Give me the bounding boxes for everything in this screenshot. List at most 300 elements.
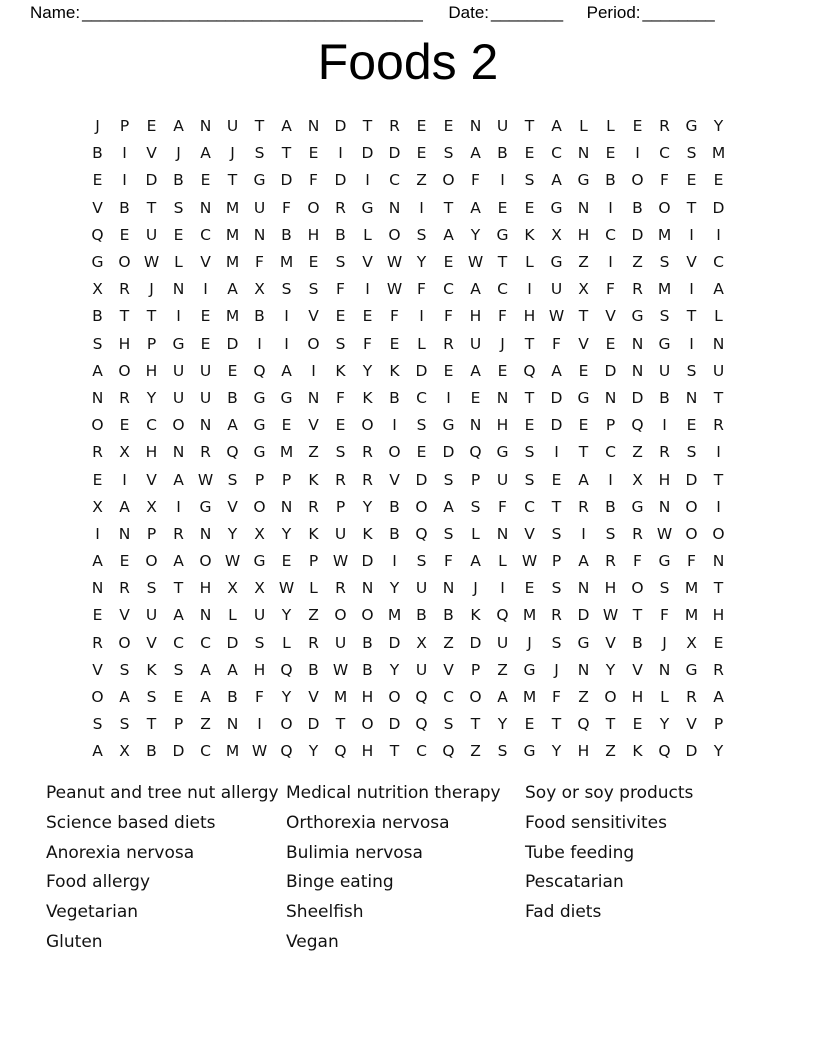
grid-cell[interactable]: B — [605, 497, 616, 516]
grid-cell[interactable]: T — [551, 715, 562, 734]
grid-cell[interactable]: R — [713, 660, 724, 679]
grid-cell[interactable]: E — [497, 361, 508, 380]
grid-cell[interactable]: X — [686, 633, 697, 652]
grid-cell[interactable]: E — [497, 198, 508, 217]
grid-cell[interactable]: G — [496, 225, 509, 244]
grid-cell[interactable]: Z — [308, 606, 319, 625]
grid-cell[interactable]: B — [146, 742, 157, 761]
grid-cell[interactable]: Y — [362, 361, 373, 380]
word-list-item[interactable]: Bulimia nervosa — [286, 842, 423, 863]
grid-cell[interactable]: N — [172, 443, 185, 462]
grid-cell[interactable]: S — [416, 552, 427, 571]
grid-cell[interactable]: C — [605, 443, 616, 462]
grid-cell[interactable]: O — [172, 416, 185, 435]
grid-cell[interactable]: U — [496, 470, 509, 489]
grid-cell[interactable]: P — [146, 334, 157, 353]
grid-cell[interactable]: R — [713, 416, 724, 435]
grid-cell[interactable]: L — [309, 579, 318, 598]
grid-cell[interactable]: M — [225, 225, 240, 244]
grid-cell[interactable]: N — [496, 524, 509, 543]
grid-cell[interactable]: E — [92, 171, 103, 190]
grid-cell[interactable]: N — [469, 416, 482, 435]
grid-cell[interactable]: O — [199, 552, 212, 571]
grid-cell[interactable]: N — [658, 497, 671, 516]
grid-cell[interactable]: S — [551, 579, 562, 598]
grid-cell[interactable]: T — [227, 171, 238, 190]
grid-cell[interactable]: A — [173, 470, 184, 489]
grid-cell[interactable]: Q — [91, 225, 104, 244]
grid-cell[interactable]: S — [659, 579, 670, 598]
grid-cell[interactable]: B — [92, 307, 103, 326]
grid-cell[interactable]: R — [92, 443, 103, 462]
grid-cell[interactable]: A — [551, 117, 562, 136]
grid-cell[interactable]: O — [685, 524, 698, 543]
grid-cell[interactable]: T — [443, 198, 454, 217]
grid-cell[interactable]: N — [199, 117, 212, 136]
grid-cell[interactable]: K — [308, 524, 319, 543]
grid-cell[interactable]: H — [712, 606, 725, 625]
grid-cell[interactable]: H — [361, 688, 374, 707]
grid-cell[interactable]: C — [146, 416, 157, 435]
word-list-item[interactable]: Vegetarian — [46, 902, 139, 923]
grid-cell[interactable]: R — [335, 470, 346, 489]
grid-cell[interactable]: N — [307, 117, 320, 136]
grid-cell[interactable]: S — [254, 144, 265, 163]
grid-cell[interactable]: X — [119, 742, 130, 761]
grid-cell[interactable]: B — [632, 633, 643, 652]
grid-cell[interactable]: O — [118, 361, 131, 380]
grid-cell[interactable]: S — [308, 280, 319, 299]
grid-cell[interactable]: N — [577, 660, 590, 679]
grid-cell[interactable]: H — [496, 416, 509, 435]
grid-cell[interactable]: A — [281, 361, 292, 380]
grid-cell[interactable]: Z — [605, 742, 616, 761]
grid-cell[interactable]: X — [146, 497, 157, 516]
grid-cell[interactable]: E — [470, 388, 481, 407]
grid-cell[interactable]: M — [684, 579, 699, 598]
grid-cell[interactable]: C — [713, 253, 724, 272]
grid-cell[interactable]: B — [632, 198, 643, 217]
word-list-item[interactable]: Pescatarian — [525, 872, 624, 893]
grid-cell[interactable]: N — [631, 334, 644, 353]
grid-cell[interactable]: D — [442, 443, 455, 462]
grid-cell[interactable]: X — [92, 497, 103, 516]
grid-cell[interactable]: O — [469, 688, 482, 707]
grid-cell[interactable]: A — [470, 361, 481, 380]
grid-cell[interactable]: C — [605, 225, 616, 244]
grid-cell[interactable]: V — [227, 497, 238, 516]
grid-cell[interactable]: D — [604, 361, 617, 380]
grid-cell[interactable]: Z — [416, 171, 427, 190]
grid-cell[interactable]: R — [200, 443, 211, 462]
grid-cell[interactable]: N — [118, 524, 131, 543]
grid-cell[interactable]: E — [443, 361, 454, 380]
grid-cell[interactable]: S — [443, 524, 454, 543]
grid-cell[interactable]: C — [200, 742, 211, 761]
grid-cell[interactable]: E — [227, 361, 238, 380]
grid-cell[interactable]: D — [226, 334, 239, 353]
grid-cell[interactable]: P — [173, 715, 184, 734]
grid-cell[interactable]: G — [685, 660, 698, 679]
grid-cell[interactable]: T — [362, 117, 373, 136]
grid-cell[interactable]: V — [605, 307, 616, 326]
grid-cell[interactable]: V — [146, 144, 157, 163]
grid-cell[interactable]: N — [199, 606, 212, 625]
grid-cell[interactable]: I — [716, 225, 721, 244]
grid-cell[interactable]: S — [551, 633, 562, 652]
grid-cell[interactable]: R — [551, 606, 562, 625]
grid-cell[interactable]: S — [605, 524, 616, 543]
grid-cell[interactable]: V — [308, 307, 319, 326]
grid-cell[interactable]: D — [712, 198, 725, 217]
grid-cell[interactable]: G — [550, 198, 563, 217]
grid-cell[interactable]: T — [524, 117, 535, 136]
grid-cell[interactable]: F — [552, 688, 561, 707]
grid-cell[interactable]: E — [119, 225, 130, 244]
grid-cell[interactable]: E — [119, 552, 130, 571]
grid-cell[interactable]: I — [257, 334, 262, 353]
grid-cell[interactable]: V — [389, 470, 400, 489]
grid-cell[interactable]: W — [602, 606, 619, 625]
grid-cell[interactable]: J — [554, 660, 559, 679]
grid-cell[interactable]: G — [658, 334, 671, 353]
grid-cell[interactable]: D — [550, 388, 563, 407]
grid-cell[interactable]: O — [307, 198, 320, 217]
grid-cell[interactable]: R — [308, 497, 319, 516]
grid-cell[interactable]: D — [226, 633, 239, 652]
grid-cell[interactable]: C — [173, 633, 184, 652]
grid-cell[interactable]: Y — [227, 524, 238, 543]
grid-cell[interactable]: C — [389, 171, 400, 190]
grid-cell[interactable]: E — [173, 225, 184, 244]
grid-cell[interactable]: P — [713, 715, 724, 734]
grid-cell[interactable]: U — [199, 388, 212, 407]
grid-cell[interactable]: Y — [308, 742, 319, 761]
grid-cell[interactable]: X — [92, 280, 103, 299]
grid-cell[interactable]: G — [577, 171, 590, 190]
grid-cell[interactable]: A — [443, 497, 454, 516]
grid-cell[interactable]: W — [251, 742, 268, 761]
grid-cell[interactable]: O — [280, 715, 293, 734]
grid-cell[interactable]: T — [146, 715, 157, 734]
grid-cell[interactable]: E — [119, 416, 130, 435]
grid-cell[interactable]: B — [227, 388, 238, 407]
grid-cell[interactable]: O — [631, 171, 644, 190]
grid-cell[interactable]: G — [550, 253, 563, 272]
grid-cell[interactable]: A — [92, 361, 103, 380]
grid-cell[interactable]: I — [284, 334, 289, 353]
grid-cell[interactable]: N — [199, 416, 212, 435]
grid-cell[interactable]: D — [415, 470, 428, 489]
grid-cell[interactable]: N — [307, 388, 320, 407]
grid-cell[interactable]: S — [551, 524, 562, 543]
grid-cell[interactable]: U — [469, 334, 482, 353]
grid-cell[interactable]: U — [415, 579, 428, 598]
grid-cell[interactable]: F — [633, 552, 642, 571]
grid-cell[interactable]: F — [498, 307, 507, 326]
grid-cell[interactable]: B — [497, 144, 508, 163]
grid-cell[interactable]: U — [226, 117, 239, 136]
grid-cell[interactable]: D — [631, 388, 644, 407]
grid-cell[interactable]: C — [659, 144, 670, 163]
word-list-item[interactable]: Medical nutrition therapy — [286, 783, 501, 803]
word-list-item[interactable]: Anorexia nervosa — [46, 842, 195, 863]
grid-cell[interactable]: J — [149, 280, 154, 299]
grid-cell[interactable]: A — [578, 552, 589, 571]
grid-cell[interactable]: F — [336, 280, 345, 299]
grid-cell[interactable]: I — [392, 552, 397, 571]
grid-cell[interactable]: S — [497, 742, 508, 761]
grid-cell[interactable]: T — [281, 144, 292, 163]
grid-cell[interactable]: X — [254, 280, 265, 299]
grid-cell[interactable]: B — [389, 524, 400, 543]
grid-cell[interactable]: F — [336, 388, 345, 407]
grid-cell[interactable]: T — [497, 253, 508, 272]
grid-cell[interactable]: G — [631, 307, 644, 326]
grid-cell[interactable]: H — [577, 225, 590, 244]
grid-cell[interactable]: R — [632, 280, 643, 299]
grid-cell[interactable]: I — [689, 280, 694, 299]
grid-cell[interactable]: Y — [713, 742, 724, 761]
grid-cell[interactable]: U — [334, 524, 347, 543]
grid-cell[interactable]: P — [470, 660, 481, 679]
grid-cell[interactable]: B — [362, 633, 373, 652]
grid-cell[interactable]: F — [390, 307, 399, 326]
grid-cell[interactable]: Y — [605, 660, 616, 679]
grid-cell[interactable]: Z — [470, 742, 481, 761]
word-list-item[interactable]: Sheelfish — [286, 902, 364, 923]
grid-cell[interactable]: B — [173, 171, 184, 190]
grid-cell[interactable]: F — [255, 253, 264, 272]
grid-cell[interactable]: D — [334, 171, 347, 190]
grid-cell[interactable]: D — [172, 742, 185, 761]
grid-cell[interactable]: P — [308, 552, 319, 571]
grid-cell[interactable]: A — [173, 552, 184, 571]
grid-cell[interactable]: U — [334, 633, 347, 652]
word-list-item[interactable]: Fad diets — [525, 902, 602, 923]
grid-cell[interactable]: O — [361, 606, 374, 625]
grid-cell[interactable]: R — [389, 117, 400, 136]
grid-cell[interactable]: B — [92, 144, 103, 163]
grid-cell[interactable]: H — [469, 307, 482, 326]
grid-cell[interactable]: C — [551, 144, 562, 163]
grid-cell[interactable]: X — [254, 524, 265, 543]
grid-cell[interactable]: L — [525, 253, 534, 272]
grid-cell[interactable]: E — [308, 144, 319, 163]
grid-cell[interactable]: E — [335, 416, 346, 435]
grid-cell[interactable]: A — [173, 117, 184, 136]
grid-cell[interactable]: U — [172, 388, 185, 407]
grid-cell[interactable]: R — [308, 633, 319, 652]
grid-cell[interactable]: Z — [578, 253, 589, 272]
grid-cell[interactable]: E — [200, 171, 211, 190]
grid-cell[interactable]: L — [228, 606, 237, 625]
grid-cell[interactable]: E — [173, 688, 184, 707]
grid-cell[interactable]: G — [253, 443, 266, 462]
grid-cell[interactable]: O — [334, 606, 347, 625]
grid-cell[interactable]: F — [309, 171, 318, 190]
word-list-item[interactable]: Binge eating — [286, 872, 394, 893]
grid-cell[interactable]: S — [686, 144, 697, 163]
period-blank-line[interactable]: ________ — [642, 3, 715, 22]
word-list-item[interactable]: Peanut and tree nut allergy — [46, 783, 279, 803]
grid-cell[interactable]: C — [524, 497, 535, 516]
grid-cell[interactable]: Q — [469, 443, 482, 462]
grid-cell[interactable]: N — [280, 497, 293, 516]
grid-cell[interactable]: L — [471, 524, 480, 543]
grid-cell[interactable]: X — [551, 225, 562, 244]
grid-cell[interactable]: A — [551, 361, 562, 380]
grid-cell[interactable]: A — [281, 117, 292, 136]
grid-cell[interactable]: E — [605, 334, 616, 353]
grid-cell[interactable]: Q — [631, 416, 644, 435]
grid-cell[interactable]: I — [635, 144, 640, 163]
grid-cell[interactable]: P — [605, 416, 616, 435]
grid-cell[interactable]: R — [578, 497, 589, 516]
grid-cell[interactable]: I — [446, 388, 451, 407]
grid-cell[interactable]: A — [227, 660, 238, 679]
grid-cell[interactable]: E — [524, 416, 535, 435]
grid-cell[interactable]: U — [145, 225, 158, 244]
grid-cell[interactable]: A — [713, 280, 724, 299]
grid-cell[interactable]: E — [578, 361, 589, 380]
grid-cell[interactable]: N — [631, 361, 644, 380]
grid-cell[interactable]: X — [578, 280, 589, 299]
date-blank-line[interactable]: ________ — [491, 3, 563, 22]
grid-cell[interactable]: E — [443, 117, 454, 136]
grid-cell[interactable]: E — [362, 307, 373, 326]
grid-cell[interactable]: W — [656, 524, 673, 543]
grid-cell[interactable]: E — [686, 416, 697, 435]
word-list-item[interactable]: Soy or soy products — [525, 783, 694, 803]
grid-cell[interactable]: U — [172, 361, 185, 380]
grid-cell[interactable]: T — [146, 198, 157, 217]
grid-cell[interactable]: Q — [280, 660, 293, 679]
grid-cell[interactable]: A — [578, 470, 589, 489]
grid-cell[interactable]: S — [443, 144, 454, 163]
grid-cell[interactable]: E — [632, 715, 643, 734]
grid-cell[interactable]: L — [714, 307, 723, 326]
grid-cell[interactable]: I — [203, 280, 208, 299]
grid-cell[interactable]: I — [122, 144, 127, 163]
grid-cell[interactable]: I — [311, 361, 316, 380]
grid-cell[interactable]: Y — [362, 497, 373, 516]
grid-cell[interactable]: B — [389, 388, 400, 407]
grid-cell[interactable]: B — [281, 225, 292, 244]
grid-cell[interactable]: A — [227, 416, 238, 435]
grid-cell[interactable]: I — [419, 198, 424, 217]
grid-cell[interactable]: O — [415, 497, 428, 516]
grid-cell[interactable]: S — [92, 715, 103, 734]
grid-cell[interactable]: I — [122, 470, 127, 489]
grid-cell[interactable]: E — [200, 307, 211, 326]
grid-cell[interactable]: D — [361, 552, 374, 571]
grid-cell[interactable]: R — [335, 579, 346, 598]
grid-cell[interactable]: O — [118, 633, 131, 652]
grid-cell[interactable]: K — [362, 388, 373, 407]
grid-cell[interactable]: S — [254, 633, 265, 652]
grid-cell[interactable]: U — [253, 198, 266, 217]
grid-cell[interactable]: W — [143, 253, 160, 272]
grid-cell[interactable]: J — [473, 579, 478, 598]
grid-cell[interactable]: N — [712, 334, 725, 353]
grid-cell[interactable]: N — [685, 388, 698, 407]
grid-cell[interactable]: J — [662, 633, 667, 652]
grid-cell[interactable]: H — [523, 307, 536, 326]
grid-cell[interactable]: Q — [415, 715, 428, 734]
word-list-item[interactable]: Orthorexia nervosa — [286, 812, 450, 833]
grid-cell[interactable]: T — [551, 497, 562, 516]
grid-cell[interactable]: F — [282, 198, 291, 217]
grid-cell[interactable]: S — [146, 688, 157, 707]
grid-cell[interactable]: D — [334, 117, 347, 136]
grid-cell[interactable]: S — [524, 171, 535, 190]
grid-cell[interactable]: G — [172, 334, 185, 353]
grid-cell[interactable]: L — [606, 117, 615, 136]
name-blank-line[interactable]: ______________________________________ — [82, 3, 423, 22]
grid-cell[interactable]: Q — [253, 361, 266, 380]
grid-cell[interactable]: I — [554, 443, 559, 462]
grid-cell[interactable]: R — [362, 470, 373, 489]
grid-cell[interactable]: N — [469, 117, 482, 136]
grid-cell[interactable]: A — [92, 742, 103, 761]
grid-cell[interactable]: A — [497, 688, 508, 707]
grid-cell[interactable]: M — [225, 742, 240, 761]
grid-cell[interactable]: S — [524, 443, 535, 462]
grid-cell[interactable]: Y — [416, 253, 427, 272]
grid-cell[interactable]: X — [254, 579, 265, 598]
grid-cell[interactable]: D — [469, 633, 482, 652]
grid-cell[interactable]: M — [684, 606, 699, 625]
grid-cell[interactable]: M — [279, 443, 294, 462]
grid-cell[interactable]: O — [388, 688, 401, 707]
grid-cell[interactable]: A — [119, 497, 130, 516]
grid-cell[interactable]: L — [417, 334, 426, 353]
grid-cell[interactable]: F — [255, 688, 264, 707]
grid-cell[interactable]: T — [389, 742, 400, 761]
grid-cell[interactable]: S — [335, 334, 346, 353]
grid-cell[interactable]: F — [687, 552, 696, 571]
grid-cell[interactable]: E — [524, 579, 535, 598]
grid-cell[interactable]: J — [95, 117, 100, 136]
grid-cell[interactable]: E — [524, 144, 535, 163]
grid-cell[interactable]: E — [92, 606, 103, 625]
grid-cell[interactable]: S — [470, 497, 481, 516]
grid-cell[interactable]: A — [551, 171, 562, 190]
grid-cell[interactable]: S — [146, 579, 157, 598]
word-list-item[interactable]: Vegan — [286, 931, 339, 952]
grid-cell[interactable]: N — [604, 388, 617, 407]
grid-cell[interactable]: A — [119, 688, 130, 707]
grid-cell[interactable]: S — [119, 715, 130, 734]
grid-cell[interactable]: N — [388, 198, 401, 217]
grid-cell[interactable]: V — [686, 715, 697, 734]
grid-cell[interactable]: E — [416, 144, 427, 163]
grid-cell[interactable]: H — [631, 688, 644, 707]
grid-cell[interactable]: V — [578, 334, 589, 353]
grid-cell[interactable]: N — [199, 198, 212, 217]
grid-cell[interactable]: I — [365, 280, 370, 299]
grid-cell[interactable]: T — [686, 307, 697, 326]
grid-cell[interactable]: B — [443, 606, 454, 625]
grid-cell[interactable]: B — [227, 688, 238, 707]
grid-cell[interactable]: A — [200, 688, 211, 707]
grid-cell[interactable]: I — [716, 497, 721, 516]
grid-cell[interactable]: I — [176, 497, 181, 516]
grid-cell[interactable]: V — [146, 633, 157, 652]
grid-cell[interactable]: A — [92, 552, 103, 571]
grid-cell[interactable]: L — [282, 633, 291, 652]
